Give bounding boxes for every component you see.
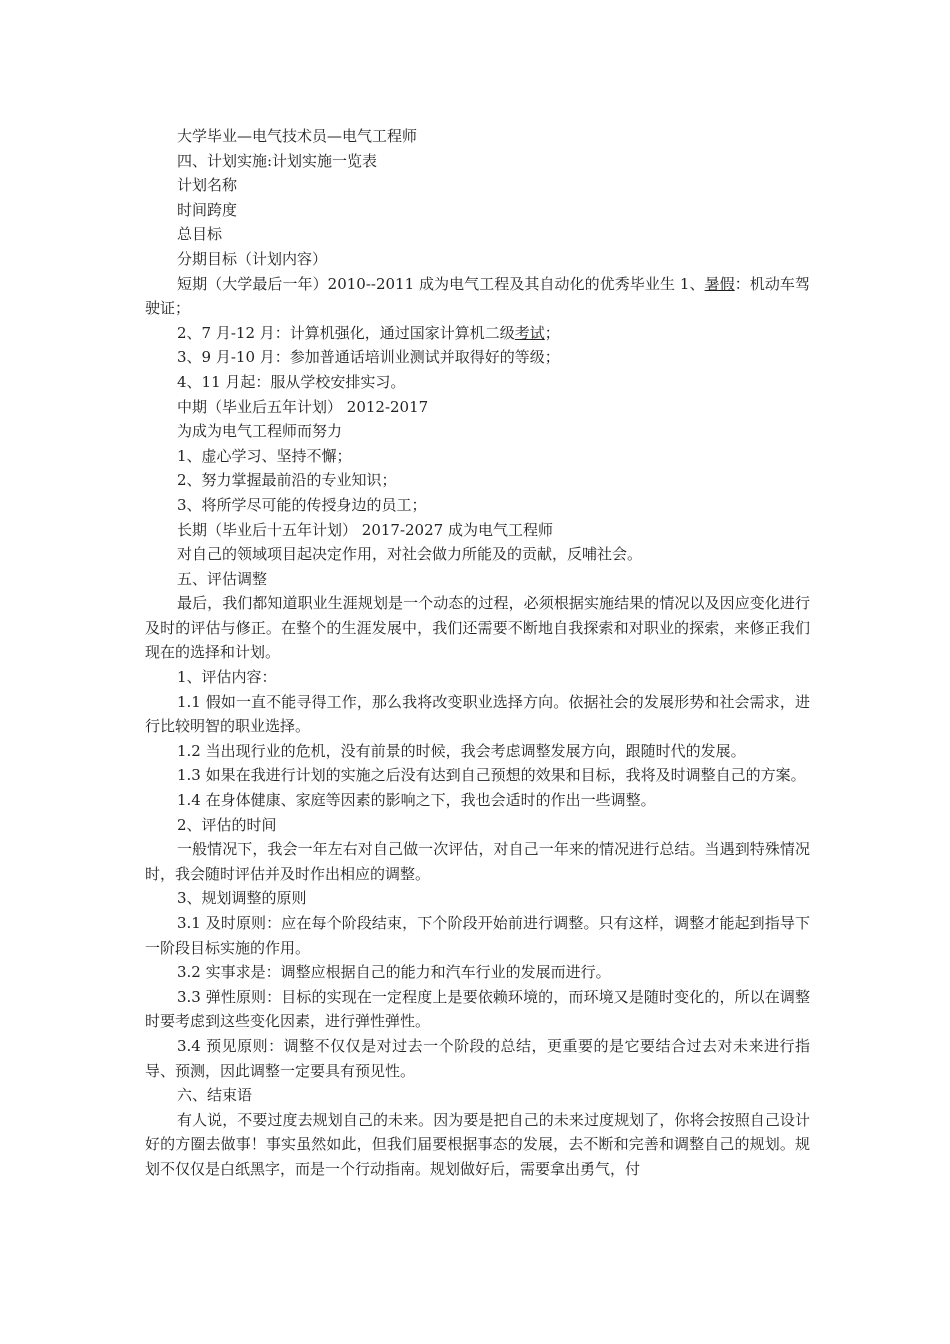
paragraph: 3.3 弹性原则：目标的实现在一定程度上是要依赖环境的，而环境又是随时变化的，所以在调整时要考虑到这些变化因素，进行弹性弹性。	[145, 987, 810, 1031]
paragraph: 1.3 如果在我进行计划的实施之后没有达到自己预想的效果和目标，我将及时调整自己的方案。	[177, 766, 806, 785]
paragraph: 3.1 及时原则：应在每个阶段结束，下个阶段开始前进行调整。只有这样，调整才能起到指导下一阶段目标实施的作用。	[145, 914, 810, 957]
text-line: 计划名称	[177, 176, 238, 195]
section-heading: 四、计划实施:计划实施一览表	[177, 151, 378, 170]
section-heading: 五、评估调整	[177, 569, 268, 588]
section-heading: 六、结束语	[177, 1086, 253, 1105]
text-line: 为成为电气工程师而努力	[177, 422, 343, 441]
paragraph: 有人说，不要过度去规划自己的未来。因为要是把自己的未来过度规划了，你将会按照自己设计好的方圈去做事！事实虽然如此，但我们届要根据事态的发展，去不断和完善和调整自己的规划。规划不仅仅是白纸黑字，而是一个行动指南。规划做好后，需要拿出勇气，付	[145, 1110, 810, 1178]
item-line	[145, 321, 810, 346]
short-term-paragraph	[145, 272, 810, 321]
text-line: 大学毕业—电气技术员—电气工程师	[177, 127, 418, 145]
text-line: 时间跨度	[177, 200, 238, 219]
text-line: 长期（毕业后十五年计划） 2017-2027 成为电气工程师	[177, 520, 553, 539]
subheading: 2、评估的时间	[177, 815, 277, 834]
short-term-prefix: 短期（大学最后一年）2010--2011 成为电气工程及其自动化的优秀毕业生 1、	[177, 274, 705, 293]
subheading: 1、评估内容：	[177, 668, 277, 687]
text-line: 4、11 月起：服从学校安排实习。	[177, 372, 406, 391]
paragraph: 最后，我们都知道职业生涯规划是一个动态的过程，必须根据实施结果的情况以及因应变化进行及时的评估与修正。在整个的生涯发展中，我们还需要不断地自我探索和对职业的探索，来修正我们现在的选择和计划。	[145, 594, 810, 662]
text-line: 对自己的领域项目起决定作用，对社会做力所能及的贡献，反哺社会。	[177, 545, 643, 564]
paragraph: 3.2 实事求是：调整应根据自己的能力和汽车行业的发展而进行。	[177, 963, 611, 982]
text-line: 3、9 月-10 月：参加普通话培训业测试并取得好的等级；	[177, 348, 560, 367]
exam-link[interactable]: 考试	[514, 323, 545, 342]
paragraph: 一般情况下，我会一年左右对自己做一次评估，对自己一年来的情况进行总结。当遇到特殊情况时，我会随时评估并及时作出相应的调整。	[145, 840, 810, 883]
text-line: 1、虚心学习、坚持不懈；	[177, 446, 352, 465]
paragraph: 3.4 预见原则：调整不仅仅是对过去一个阶段的总结，更重要的是它要结合过去对未来进行指导、预测，因此调整一定要具有预见性。	[145, 1036, 810, 1080]
text-line: 2、努力掌握最前沿的专业知识；	[177, 471, 397, 490]
subheading: 3、规划调整的原则	[177, 889, 307, 908]
document-body	[145, 124, 810, 1182]
text-line: 总目标	[177, 225, 223, 244]
text-line: 分期目标（计划内容）	[177, 249, 328, 268]
item-prefix: 2、7 月-12 月：计算机强化，通过国家计算机二级	[177, 323, 515, 342]
summer-link[interactable]: 暑假	[704, 274, 735, 293]
item-suffix: ；	[544, 323, 560, 342]
text-line: 中期（毕业后五年计划） 2012-2017	[177, 397, 429, 416]
paragraph: 1.4 在身体健康、家庭等因素的影响之下，我也会适时的作出一些调整。	[177, 791, 656, 810]
short-term-suffix: ：机动车驾驶证；	[145, 274, 810, 318]
paragraph: 1.2 当出现行业的危机，没有前景的时候，我会考虑调整发展方向，跟随时代的发展。	[177, 741, 746, 760]
text-line: 3、将所学尽可能的传授身边的员工；	[177, 495, 427, 514]
paragraph: 1.1 假如一直不能寻得工作，那么我将改变职业选择方向。依据社会的发展形势和社会需求，进行比较明智的职业选择。	[145, 692, 810, 736]
